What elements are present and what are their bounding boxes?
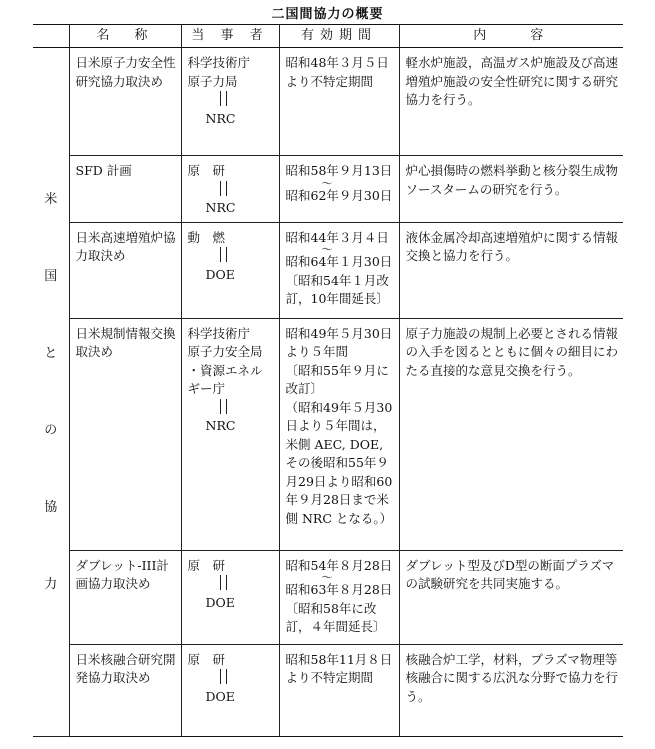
party-line: ・資源エネルギー庁 bbox=[187, 362, 263, 396]
table-row bbox=[33, 48, 623, 156]
party-partner: NRC bbox=[205, 200, 236, 215]
page-title: 二国間協力の概要 bbox=[271, 7, 384, 22]
country-label bbox=[33, 48, 69, 737]
equals-link-icon bbox=[220, 181, 227, 196]
party-line: 原 研 bbox=[187, 163, 226, 178]
party-cell bbox=[181, 48, 279, 156]
period-cell bbox=[279, 644, 399, 736]
period-line: より不特定期間 bbox=[285, 670, 374, 685]
period-cell bbox=[279, 48, 399, 156]
agreement-name: 日米原子力安全性研究協力取決め bbox=[69, 48, 181, 156]
party-partner: DOE bbox=[205, 594, 235, 610]
header-name: 名 称 bbox=[69, 25, 181, 48]
header-country bbox=[33, 25, 69, 48]
country-char: の bbox=[44, 422, 58, 438]
equals-link-icon bbox=[220, 399, 227, 414]
party-line: 動 燃 bbox=[187, 229, 226, 245]
party-line: 科学技術庁 bbox=[187, 55, 251, 70]
period-line: 昭和54年８月28日 bbox=[285, 557, 393, 573]
content-cell: 軽水炉施設，高温ガス炉施設及び高速増殖炉施設の安全性研究に関する研究協力を行う。 bbox=[399, 48, 623, 156]
country-char: 力 bbox=[44, 576, 58, 592]
agreement-name: ダブレット-III計画協力取決め bbox=[69, 550, 181, 644]
country-char: と bbox=[44, 345, 58, 361]
period-note: 〔昭和55年９月に改訂〕 bbox=[285, 362, 389, 396]
agreement-name: 日米規制情報交換取決め bbox=[69, 318, 181, 550]
content-cell: 原子力施設の規制上必要とされる情報の入手を図るとともに個々の細目にわたる直接的な意見交換を行う。 bbox=[399, 318, 623, 550]
country-char: 米 bbox=[44, 191, 58, 207]
agreement-name: SFD 計画 bbox=[69, 156, 181, 223]
content-cell: ダブレット型及びD型の断面プラズマの試験研究を共同実施する。 bbox=[399, 550, 623, 644]
header-period: 有効期間 bbox=[279, 25, 399, 48]
table-row bbox=[33, 644, 623, 736]
party-partner: DOE bbox=[205, 266, 235, 282]
period-line: 昭和49年５月30日より５年間 bbox=[285, 325, 393, 359]
period-note: 〔昭和54年１月改訂，10年間延長〕 bbox=[285, 272, 389, 306]
period-line: 昭和63年８月28日 bbox=[285, 582, 393, 597]
period-note: 〔昭和58年に改訂，４年間延長〕 bbox=[285, 600, 386, 634]
party-partner: DOE bbox=[205, 688, 235, 704]
party-partner: NRC bbox=[205, 110, 236, 126]
table-header-row bbox=[33, 25, 623, 48]
party-cell bbox=[181, 156, 279, 223]
period-cell bbox=[279, 550, 399, 644]
agreement-name: 日米高速増殖炉協力取決め bbox=[69, 222, 181, 318]
table-row bbox=[33, 550, 623, 644]
content-cell: 核融合炉工学，材料，プラズマ物理等核融合に関する広汎な分野で協力を行う。 bbox=[399, 644, 623, 736]
party-cell bbox=[181, 644, 279, 736]
cooperation-table bbox=[33, 24, 623, 737]
tilde-mark: 〜 bbox=[321, 571, 333, 584]
party-cell bbox=[181, 318, 279, 550]
header-party: 当 事 者 bbox=[181, 25, 279, 48]
party-partner: NRC bbox=[205, 418, 236, 433]
period-line: より不特定期間 bbox=[285, 73, 374, 89]
party-line: 原 研 bbox=[187, 651, 226, 667]
period-cell bbox=[279, 222, 399, 318]
period-line: 昭和64年１月30日 bbox=[285, 254, 393, 269]
country-char: 協 bbox=[44, 499, 58, 515]
period-line: 昭和62年９月30日 bbox=[285, 187, 393, 203]
period-note: （昭和49年５月30日より５年間は，米側 AEC, DOE, その後昭和55年９月29日より昭和60年９月28日まで米側 NRC となる。） bbox=[285, 399, 393, 526]
party-line: 原子力安全局 bbox=[187, 344, 263, 359]
equals-link-icon bbox=[220, 91, 227, 106]
period-line: 昭和48年３月５日 bbox=[285, 55, 389, 70]
header-content: 内 容 bbox=[399, 25, 623, 48]
equals-link-icon bbox=[220, 575, 227, 590]
table-row bbox=[33, 318, 623, 550]
equals-link-icon bbox=[220, 247, 227, 262]
table-row bbox=[33, 156, 623, 223]
period-cell bbox=[279, 318, 399, 550]
party-cell bbox=[181, 222, 279, 318]
agreement-name: 日米核融合研究開発協力取決め bbox=[69, 644, 181, 736]
content-cell: 液体金属冷却高速増殖炉に関する情報交換と協力を行う。 bbox=[399, 222, 623, 318]
party-line: 科学技術庁 bbox=[187, 325, 251, 341]
period-line: 昭和44年３月４日 bbox=[285, 229, 389, 245]
party-cell bbox=[181, 550, 279, 644]
equals-link-icon bbox=[220, 669, 227, 684]
tilde-mark: 〜 bbox=[321, 176, 333, 190]
content-cell: 炉心損傷時の燃料挙動と核分裂生成物ソースタームの研究を行う。 bbox=[399, 156, 623, 223]
period-cell bbox=[279, 156, 399, 223]
period-line: 昭和58年11月８日 bbox=[285, 651, 393, 667]
table-row bbox=[33, 222, 623, 318]
period-line: 昭和58年９月13日 bbox=[285, 163, 393, 178]
tilde-mark: 〜 bbox=[321, 243, 333, 256]
country-char: 国 bbox=[44, 268, 58, 284]
party-line: 原子力局 bbox=[187, 73, 238, 89]
party-line: 原 研 bbox=[187, 557, 226, 573]
